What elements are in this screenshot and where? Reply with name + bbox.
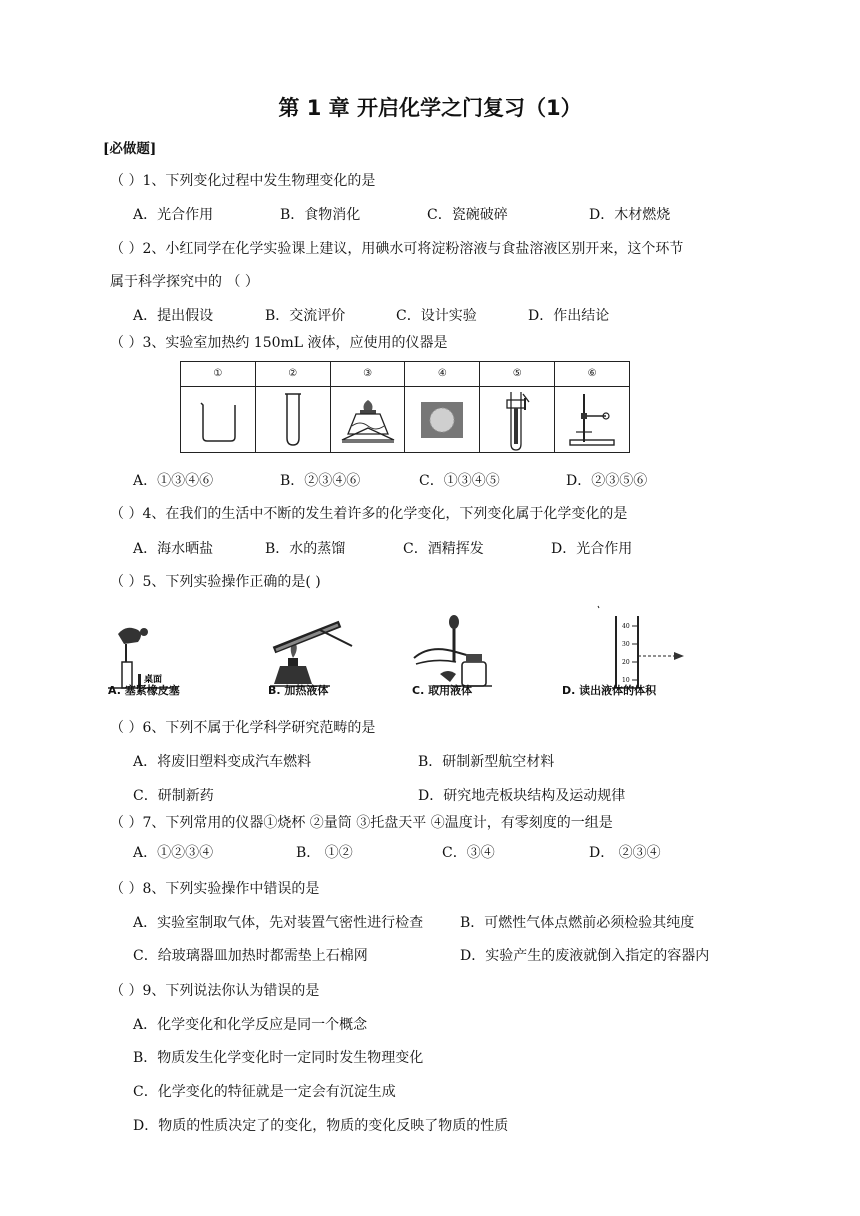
q2-option-b: B．交流评价 — [265, 308, 346, 324]
q6-option-c: C．研制新药 — [133, 788, 214, 804]
q1-option-a: A．光合作用 — [133, 207, 214, 223]
q6-option-d: D．研究地壳板块结构及运动规律 — [418, 788, 626, 804]
figure-caption-a: A. 塞紧橡皮塞 — [108, 684, 180, 697]
q3-option-d: D．②③⑤⑥ — [566, 473, 648, 489]
q7-option-c: C．③④ — [442, 845, 495, 861]
q7-option-b: B． ①② — [296, 845, 353, 861]
svg-text:40: 40 — [622, 623, 630, 630]
q3-option-c: C．①③④⑤ — [419, 473, 500, 489]
svg-text:20: 20 — [622, 659, 630, 666]
question-8-stem: （ ）8、下列实验操作中错误的是 — [110, 881, 320, 897]
apparatus-cell-6 — [555, 362, 629, 452]
question-9-stem: （ ）9、下列说法你认为错误的是 — [110, 983, 320, 999]
q2-option-a: A．提出假设 — [133, 308, 214, 324]
desk-label: 桌面 — [144, 675, 163, 685]
iron-stand-icon — [562, 390, 622, 450]
question-5-stem: （ ）5、下列实验操作正确的是( ) — [110, 574, 321, 590]
apparatus-number: ⑤ — [480, 362, 554, 387]
beaker-icon — [193, 395, 243, 445]
alcohol-lamp-on-gauze-icon — [338, 390, 398, 450]
q4-option-d: D．光合作用 — [551, 541, 633, 557]
apparatus-cell-4 — [405, 362, 480, 452]
q8-option-b: B．可燃性气体点燃前必须检验其纯度 — [460, 915, 695, 931]
q6-option-b: B．研制新型航空材料 — [418, 754, 555, 770]
q9-option-a: A．化学变化和化学反应是同一个概念 — [133, 1017, 368, 1033]
apparatus-number: ④ — [405, 362, 479, 387]
q8-option-c: C．给玻璃器皿加热时都需垫上石棉网 — [133, 948, 368, 964]
q8-option-d: D．实验产生的废液就倒入指定的容器内 — [460, 948, 710, 964]
page-title: 第 1 章 开启化学之门复习（1） — [278, 96, 582, 120]
q9-option-c: C．化学变化的特征就是一定会有沉淀生成 — [133, 1084, 396, 1100]
question-7-stem: （ ）7、下列常用的仪器①烧杯 ②量筒 ③托盘天平 ④温度计，有零刻度的一组是 — [110, 815, 613, 831]
apparatus-cell-1 — [181, 362, 256, 452]
svg-text:10: 10 — [622, 677, 630, 684]
apparatus-cell-5 — [480, 362, 555, 452]
apparatus-table — [180, 361, 630, 453]
question-3-stem: （ ）3、实验室加热约 150mL 液体，应使用的仪器是 — [110, 335, 448, 351]
apparatus-number: ② — [256, 362, 330, 387]
test-tube-holder-icon — [495, 388, 539, 452]
question-2-stem: （ ）2、小红同学在化学实验课上建议，用碘水可将淀粉溶液与食盐溶液区别开来，这个环节 — [110, 241, 684, 257]
q9-option-b: B．物质发生化学变化时一定同时发生物理变化 — [133, 1050, 424, 1066]
q4-option-a: A．海水晒盐 — [133, 541, 214, 557]
q1-option-c: C．瓷碗破碎 — [427, 207, 508, 223]
figure-caption-c: C. 取用液体 — [412, 684, 473, 697]
question-1-stem: （ ）1、下列变化过程中发生物理变化的是 — [110, 173, 376, 189]
apparatus-cell-2 — [256, 362, 331, 452]
q7-option-a: A．①②③④ — [133, 845, 214, 861]
q4-option-b: B．水的蒸馏 — [265, 541, 346, 557]
q9-option-d: D．物质的性质决定了的变化，物质的变化反映了物质的性质 — [133, 1118, 509, 1134]
apparatus-number: ① — [181, 362, 255, 387]
q2-option-d: D．作出结论 — [528, 308, 610, 324]
question-4-stem: （ ）4、在我们的生活中不断的发生着许多的化学变化，下列变化属于化学变化的是 — [110, 506, 628, 522]
q6-option-a: A．将废旧塑料变成汽车燃料 — [133, 754, 312, 770]
q2-option-c: C．设计实验 — [396, 308, 477, 324]
apparatus-number: ③ — [331, 362, 405, 387]
q3-option-b: B．②③④⑥ — [280, 473, 361, 489]
question-2-stem-line2: 属于科学探究中的 （ ） — [110, 274, 259, 290]
test-tube-icon — [268, 392, 318, 448]
apparatus-cell-3 — [331, 362, 406, 452]
section-heading: [必做题] — [103, 141, 157, 157]
apparatus-number: ⑥ — [555, 362, 629, 387]
svg-text:30: 30 — [622, 641, 630, 648]
figure-caption-d: D. 读出液体的体积 — [562, 684, 657, 697]
figure-caption-b: B. 加热液体 — [268, 684, 329, 697]
q7-option-d: D． ②③④ — [589, 845, 661, 861]
asbestos-gauze-icon — [417, 398, 467, 442]
q8-option-a: A．实验室制取气体，先对装置气密性进行检查 — [133, 915, 424, 931]
q3-option-a: A．①③④⑥ — [133, 473, 214, 489]
q1-option-b: B．食物消化 — [280, 207, 361, 223]
q4-option-c: C．酒精挥发 — [403, 541, 484, 557]
question-6-stem: （ ）6、下列不属于化学科学研究范畴的是 — [110, 720, 376, 736]
q1-option-d: D．木材燃烧 — [589, 207, 671, 223]
